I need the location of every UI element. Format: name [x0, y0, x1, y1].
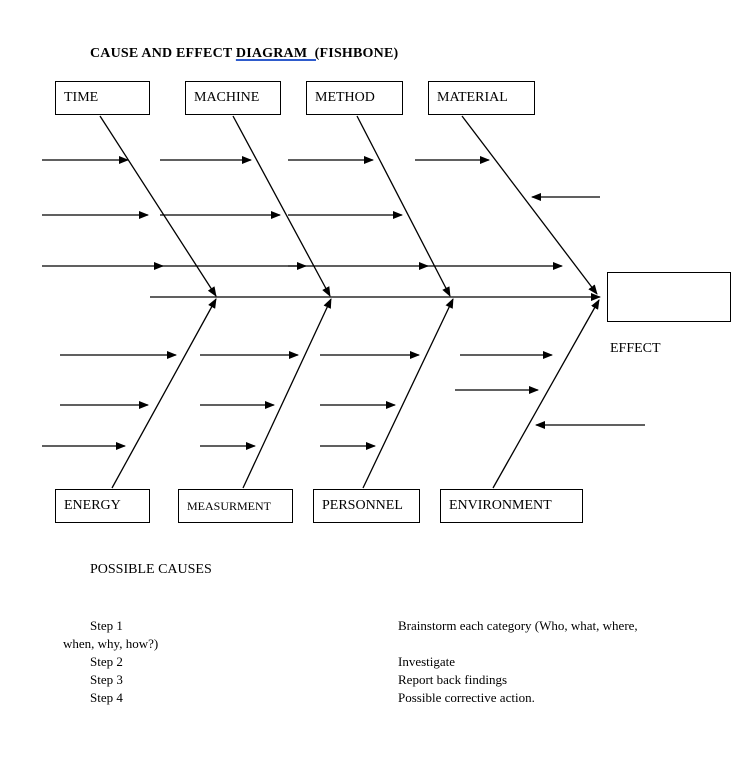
category-label: MACHINE — [194, 90, 260, 105]
possible-causes-heading: POSSIBLE CAUSES — [90, 562, 212, 577]
page-title — [90, 46, 398, 62]
diagonal-personnel — [363, 299, 453, 488]
category-box-personnel — [313, 489, 420, 523]
top-diagonals — [100, 116, 597, 296]
top-feeder-arrows — [42, 160, 600, 266]
diagonal-material — [462, 116, 597, 294]
step-label: when, why, how?) — [63, 636, 159, 651]
step-row — [63, 653, 638, 671]
category-box-material — [428, 81, 535, 115]
diagonal-machine — [233, 116, 330, 296]
step-label: Step 2 — [90, 654, 123, 669]
diagonal-environment — [493, 300, 599, 488]
effect-label: EFFECT — [610, 341, 661, 356]
step-row — [63, 689, 638, 707]
step-label: Step 3 — [90, 672, 123, 687]
step-description: Report back findings — [398, 672, 508, 687]
diagonal-energy — [112, 299, 216, 488]
steps-block — [63, 617, 638, 707]
category-box-environment — [440, 489, 583, 523]
step-label: Step 1 — [90, 618, 123, 633]
category-label: ENERGY — [64, 498, 121, 513]
title-underlined: DIAGRAM ( — [235, 46, 320, 61]
diagonal-method — [357, 116, 450, 296]
category-label: ENVIRONMENT — [449, 498, 552, 513]
step-row-continuation — [63, 635, 638, 653]
bottom-feeder-arrows — [42, 355, 645, 446]
category-label: METHOD — [315, 90, 375, 105]
step-description: Investigate — [398, 654, 456, 669]
diagonal-measurment — [243, 299, 331, 488]
category-label: TIME — [64, 90, 99, 105]
category-label: MATERIAL — [437, 90, 508, 105]
category-box-method — [306, 81, 403, 115]
bottom-diagonals — [112, 299, 599, 488]
step-description: Possible corrective action. — [398, 690, 535, 705]
step-description: Brainstorm each category (Who, what, where, — [398, 618, 638, 633]
category-box-energy — [55, 489, 150, 523]
category-label: PERSONNEL — [322, 498, 403, 513]
step-label: Step 4 — [90, 690, 123, 705]
title-prefix: CAUSE AND EFFECT — [90, 46, 236, 61]
category-label: MEASURMENT — [187, 498, 272, 513]
category-box-measurment — [178, 489, 293, 523]
step-row — [63, 671, 638, 689]
step-row — [63, 617, 638, 635]
diagonal-time — [100, 116, 216, 296]
category-box-machine — [185, 81, 281, 115]
category-box-time — [55, 81, 150, 115]
title-suffix: FISHBONE) — [319, 46, 399, 61]
effect-box — [607, 272, 731, 322]
